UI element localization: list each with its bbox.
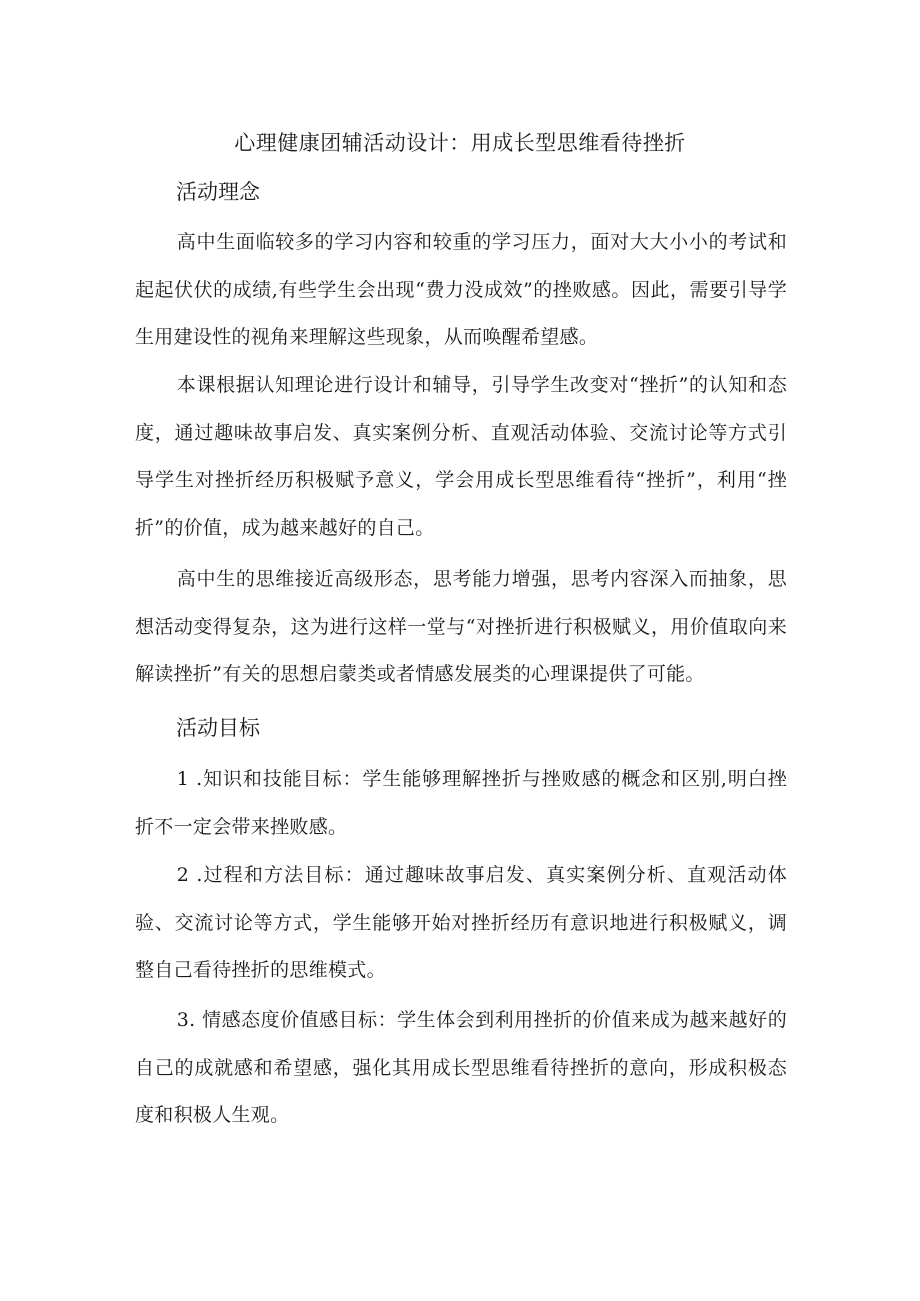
section-heading-concept: 活动理念 [176,180,260,204]
section-heading-goals: 活动目标 [176,716,260,740]
paragraph: 本课根据认知理论进行设计和辅导，引导学生改变对“挫折”的认知和态度，通过趣味故事启发、真实案例分析、直观活动体验、交流讨论等方式引导学生对挫折经历积极赋予意义，学会用成长型思维看待“挫折”，利用“挫折”的价值，成为越来越好的自己。 [135,374,787,539]
paragraph: 高中生面临较多的学习内容和较重的学习压力，面对大大小小的考试和起起伏伏的成绩,有些学生会出现“费力没成效”的挫败感。因此，需要引导学生用建设性的视角来理解这些现象，从而唤醒希望感。 [135,231,787,348]
paragraph: 2 .过程和方法目标：通过趣味故事启发、真实案例分析、直观活动体验、交流讨论等方式，学生能够开始对挫折经历有意识地进行积极赋义，调整自己看待挫折的思维模式。 [135,864,787,981]
paragraph: 1 .知识和技能目标：学生能够理解挫折与挫败感的概念和区别,明白挫折不一定会带来挫败感。 [135,768,787,838]
document-title: 心理健康团辅活动设计：用成长型思维看待挫折 [234,131,686,155]
paragraph: 高中生的思维接近高级形态，思考能力增强，思考内容深入而抽象，思想活动变得复杂，这为进行这样一堂与“对挫折进行积极赋义，用价值取向来解读挫折”有关的思想启蒙类或者情感发展类的心理课提供了可能。 [135,568,787,685]
paragraph: 3. 情感态度价值感目标：学生体会到利用挫折的价值来成为越来越好的自己的成就感和希望感，强化其用成长型思维看待挫折的意向，形成积极态度和积极人生观。 [135,1009,787,1126]
